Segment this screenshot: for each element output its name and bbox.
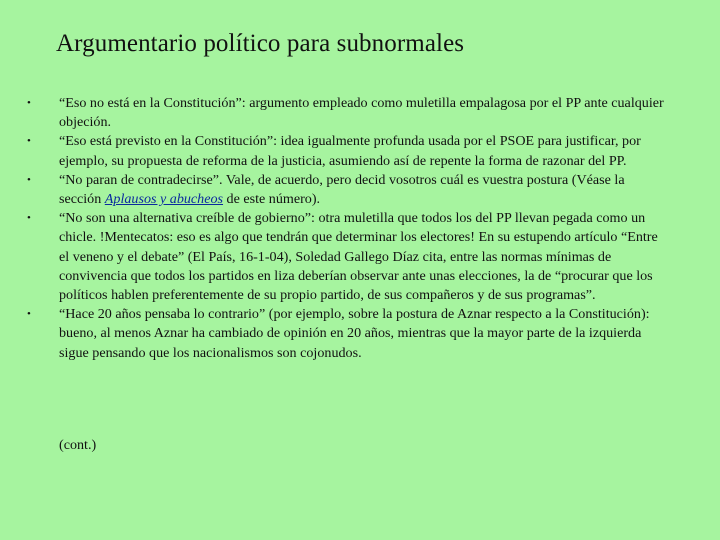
bullet-item (27, 171, 667, 209)
bullet-icon: • (27, 97, 31, 109)
aplausos-abucheos-link[interactable]: Aplausos y abucheos (104, 191, 224, 208)
bullet-item (27, 94, 667, 132)
continuation-note: (cont.) (59, 437, 97, 453)
slide-title: Argumentario político para subnormales (56, 30, 465, 57)
bullet-text-after-link: de este número). (223, 191, 321, 208)
bullet-text: “No son una alternativa creíble de gobierno”: otra muletilla que todos los del PP llevan pegada como un chicle. !Mentecatos: eso es algo que tendrán que determinar los electores! En su estupendo artículo “Entre el veneno y el debate” (El País, 16-1-04), Soledad Gallego Díaz cita, entre las normas mínimas de convivencia que todos los partidos en liza deberían observar ante unas elecciones, la de “procurar que los políticos hablen preferentemente de su propio partido, de sus compañeros y de sus programas”. (59, 210, 658, 304)
bullet-text-before-link: “No paran de contradecirse”. Vale, de acuerdo, pero decid vosotros cuál es vuestra postura (Véase la sección (59, 171, 625, 208)
bullet-list (27, 94, 667, 363)
bullet-text: “Eso está previsto en la Constitución”: idea igualmente profunda usada por el PSOE para justificar, por ejemplo, su propuesta de reforma de la justicia, asumiendo así de repente la forma de razonar del PP. (59, 133, 641, 169)
bullet-item (27, 305, 667, 363)
bullet-icon: • (27, 212, 31, 225)
bullet-icon: • (27, 173, 31, 186)
bullet-item (27, 209, 667, 305)
bullet-icon: • (27, 308, 31, 321)
bullet-item (27, 132, 667, 170)
bullet-icon: • (27, 135, 31, 148)
bullet-text: “Eso no está en la Constitución”: argumento empleado como muletilla empalagosa por el PP ante cualquier objeción. (59, 95, 664, 131)
bullet-text: “Hace 20 años pensaba lo contrario” (por ejemplo, sobre la postura de Aznar respecto a la Constitución): bueno, al menos Aznar ha cambiado de opinión en 20 años, mientras que la mayor parte de la izquierda sigue pensando que los nacionalismos son cojonudos. (59, 306, 650, 361)
